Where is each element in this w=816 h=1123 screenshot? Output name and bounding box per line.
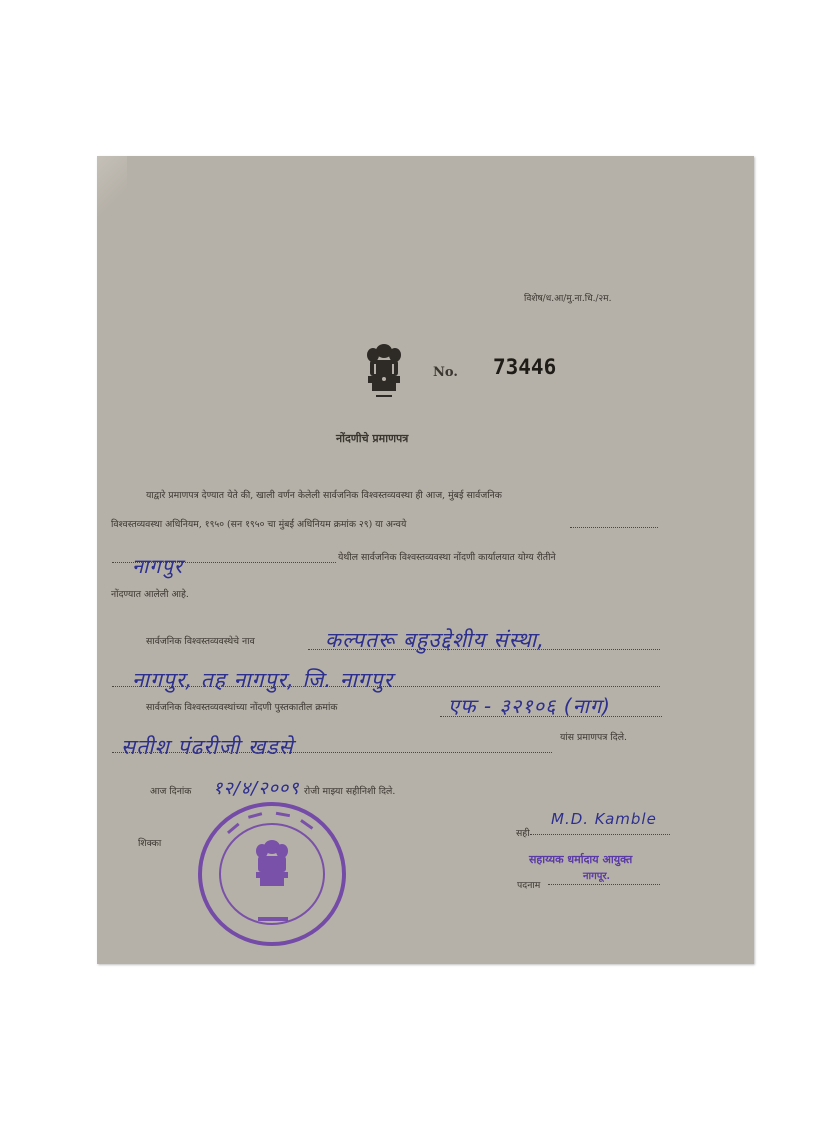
trust-name-label: सार्वजनिक विश्वस्तव्यवस्थेचे नाव <box>146 636 255 647</box>
number-label: No. <box>433 365 458 380</box>
dotted-line <box>548 884 660 885</box>
recipient-suffix: यांस प्रमाणपत्र दिले. <box>560 732 627 743</box>
dotted-line <box>440 716 662 717</box>
form-code: विशेष/ध.आ/मु.ना.धि./२म. <box>524 294 612 304</box>
register-number-label: सार्वजनिक विश्वस्तव्यवस्थांच्या नोंदणी पुस्तकातील क्रमांक <box>146 702 338 713</box>
seal-label: शिक्का <box>138 838 162 849</box>
handwritten-register-number: एफ - ३२१०६ (नाग) <box>448 694 611 718</box>
state-emblem-icon <box>364 342 404 404</box>
designation-stamp-line-1: सहाय्यक धर्मादाय आयुक्त <box>529 853 633 866</box>
dotted-line <box>308 649 660 650</box>
designation-stamp-line-2: नागपूर. <box>583 871 611 882</box>
official-seal-stamp <box>196 799 350 949</box>
page-title: नोंदणीचे प्रमाणपत्र <box>336 432 409 445</box>
dotted-line <box>112 752 552 753</box>
handwritten-date: १२/४/२००९ <box>213 778 300 799</box>
body-line-2: विश्वस्तव्यवस्था अधिनियम, १९५० (सन १९५० चा मुंबई अधिनियम क्रमांक २९) या अन्वये <box>111 519 407 530</box>
dotted-line <box>570 527 658 528</box>
date-suffix: रोजी माझ्या सहीनिशी दिले. <box>304 786 396 797</box>
designation-label: पदनाम <box>517 880 541 891</box>
handwritten-recipient-name: सतीश पंढरीजी खडसे <box>121 735 294 759</box>
handwritten-trust-name: कल्पतरू बहुउद्देशीय संस्था, <box>325 628 545 652</box>
body-line-1: याद्वारे प्रमाणपत्र देण्यात येते की, खाली वर्णन केलेली सार्वजनिक विश्वस्तव्यवस्था ही आज, मुंबई सार्वजनिक <box>146 490 502 501</box>
date-prefix: आज दिनांक <box>150 786 192 797</box>
dotted-line <box>112 686 660 687</box>
signature-label: सही <box>516 828 530 839</box>
body-line-4: नोंदण्यात आलेली आहे. <box>111 589 189 600</box>
handwritten-trust-address: नागपुर, तह नागपुर, जि. नागपुर <box>132 668 394 692</box>
handwritten-place: नागपुर <box>132 554 184 578</box>
dotted-line <box>112 562 336 563</box>
handwritten-signature: M.D. Kamble <box>551 810 657 828</box>
dotted-line <box>530 834 670 835</box>
body-line-3: येथील सार्वजनिक विश्वस्तव्यवस्था नोंदणी कार्यालयात योग्य रीतीने <box>338 552 556 563</box>
certificate-number: 73446 <box>493 355 557 379</box>
